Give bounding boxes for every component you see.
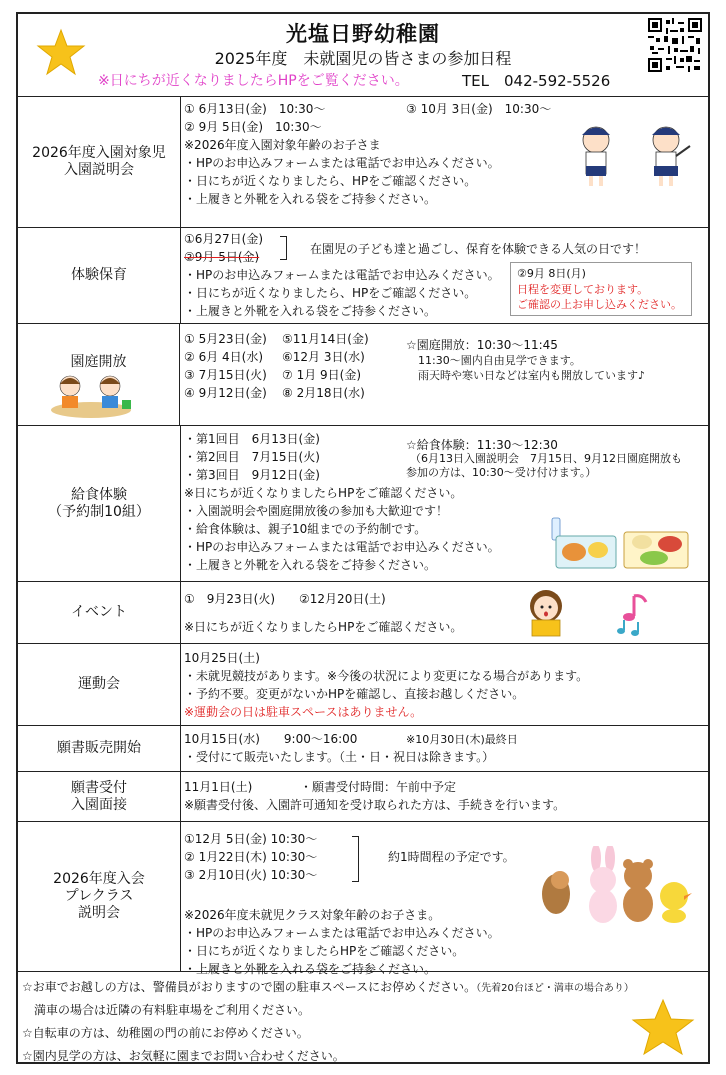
date-item: ・第2回目 7月15日(火) xyxy=(184,450,320,464)
note-text: ・上履きと外靴を入れる袋をご持参ください。 xyxy=(184,192,437,206)
label-line: 2026年度入園対象児 xyxy=(32,144,166,161)
note-text: ・給食体験は、親子10組までの予約制です。 xyxy=(184,522,427,536)
row-content xyxy=(184,582,708,643)
note-text: ※2026年度入園対象年齢のお子さま xyxy=(184,138,381,152)
note-text: ・上履きと外靴を入れる袋をご持参ください。 xyxy=(184,304,437,318)
schedule-change-box xyxy=(510,262,692,316)
telephone: TEL 042-592-5526 xyxy=(462,72,611,90)
row-sports-day xyxy=(18,644,708,726)
page-subtitle: 2025年度 未就園児の皆さまの参加日程 xyxy=(214,49,512,68)
note-text: ※2026年度未就児クラス対象年齢のお子さま。 xyxy=(184,908,441,922)
row-admission-briefing xyxy=(18,96,708,228)
music-note-icon xyxy=(614,590,654,636)
date-item: 10月15日(水) 9:00～16:00 xyxy=(184,732,358,746)
date-item: ② 9月 5日(金) 10:30～ xyxy=(184,120,322,134)
row-application-sales xyxy=(18,726,708,772)
label-line: 給食体験 xyxy=(71,486,127,503)
note-text: ・HPのお申込みフォームまたは電話でお申込みください。 xyxy=(184,156,500,170)
note-text: ※10月30日(木)最終日 xyxy=(406,733,518,746)
date-item: ⑤11月14日(金) xyxy=(282,332,369,346)
change-notice: 日程を変更しております。 xyxy=(517,283,649,296)
parking-note: ☆お車でお越しの方は、警備員がおりますので園の駐車スペースにお停めください。 xyxy=(22,980,477,994)
school-lunch-illustration xyxy=(550,514,692,570)
row-content xyxy=(184,772,708,821)
date-item: ① 6月13日(金) 10:30～ xyxy=(184,102,326,116)
date-item: 10月25日(土) xyxy=(184,651,260,665)
date-item: ② 6月 4日(水) xyxy=(184,350,264,364)
row-content xyxy=(184,228,708,323)
row-content xyxy=(184,324,708,425)
uniform-children-illustration xyxy=(568,120,698,190)
note-text: ☆給食体験：11:30～12:30 xyxy=(406,438,558,452)
date-item: ⑧ 2月18日(水) xyxy=(282,386,365,400)
note-text: ・受付にて販売いたします。（土・日・祝日は除きます。） xyxy=(184,750,495,764)
animal-friends-illustration xyxy=(534,846,694,926)
row-label xyxy=(18,822,181,971)
header xyxy=(18,14,708,97)
girl-reading-illustration xyxy=(518,586,574,638)
sandbox-children-illustration xyxy=(48,372,134,418)
note-text: ・入園説明会や園庭開放後の参加も大歓迎です！ xyxy=(184,504,449,518)
warning-text: ※運動会の日は駐車スペースはありません。 xyxy=(184,705,423,719)
note-text: 在園児の子ども達と過ごし、保育を体験できる人気の日です！ xyxy=(310,242,647,256)
date-item: 11月1日(土) xyxy=(184,780,253,794)
row-content xyxy=(184,822,708,976)
label-line: （予約制10組） xyxy=(48,503,150,520)
row-label: イベント xyxy=(18,582,181,643)
row-event xyxy=(18,582,708,644)
date-item: ①6月27日(金) xyxy=(184,232,264,246)
hp-notice: ※日にちが近くなりましたらHPをご覧ください。 xyxy=(98,73,409,89)
date-item: ④ 9月12日(金) xyxy=(184,386,267,400)
row-trial-childcare xyxy=(18,228,708,324)
note-text: 11:30～園内自由見学できます。 xyxy=(418,354,581,367)
note-text: ・日にちが近くなりましたら、HPをご確認ください。 xyxy=(184,286,477,300)
note-text: ・未就児競技があります。※今後の状況により変更になる場合があります。 xyxy=(184,669,589,683)
label-line: プレクラス xyxy=(64,888,134,904)
label-line: 願書受付 xyxy=(71,779,127,796)
cancelled-date-item: ②9月 5日(金) xyxy=(184,250,260,264)
note-text: ・HPのお申込みフォームまたは電話でお申込みください。 xyxy=(184,268,500,282)
changed-date: ②9月 8日(月) xyxy=(517,267,586,280)
row-content xyxy=(184,96,708,227)
row-label: 願書販売開始 xyxy=(18,726,181,771)
footer-line: ☆自転車の方は、幼稚園の門の前にお停めください。 xyxy=(22,1026,309,1040)
date-item: ① 5月23日(金) xyxy=(184,332,267,346)
footer-notes xyxy=(18,972,708,1064)
note-text: ・HPのお申込みフォームまたは電話でお申込みください。 xyxy=(184,540,500,554)
row-label: 運動会 xyxy=(18,644,181,725)
note-text: ※願書受付後、入園許可通知を受け取られた方は、手続きを行います。 xyxy=(184,798,566,812)
date-item: ⑦ 1月 9日(金) xyxy=(282,368,362,382)
row-application-interview xyxy=(18,772,708,822)
star-icon xyxy=(630,998,696,1056)
row-label xyxy=(18,772,181,821)
note-text: ☆園庭開放：10:30～11:45 xyxy=(406,338,558,352)
label-line: 説明会 xyxy=(78,905,120,921)
date-item: ・第3回目 9月12日(金) xyxy=(184,468,320,482)
bracket xyxy=(352,836,359,882)
date-item: ① 9月23日(火) ②12月20日(土) xyxy=(184,592,386,606)
change-notice: ご確認の上お申し込みください。 xyxy=(517,298,682,311)
note-text: ※日にちが近くなりましたらHPをご確認ください。 xyxy=(184,486,463,500)
date-item: ①12月 5日(金) 10:30～ xyxy=(184,832,318,846)
label-line: 園庭開放 xyxy=(70,354,127,370)
row-label xyxy=(18,96,181,227)
row-preclass-briefing xyxy=(18,822,708,976)
row-content xyxy=(184,726,708,771)
note-text: 雨天時や寒い日などは室内も開放しています♪ xyxy=(418,369,646,382)
note-text: 参加の方は、10:30～受け付けます。） xyxy=(406,466,597,479)
note-text: ・上履きと外靴を入れる袋をご持参ください。 xyxy=(184,558,437,572)
row-lunch-experience xyxy=(18,426,708,582)
date-item: ・第1回目 6月13日(金) xyxy=(184,432,320,446)
schedule-frame xyxy=(16,12,710,1064)
date-item: ③ 2月10日(火) 10:30～ xyxy=(184,868,318,882)
note-text: ・願書受付時間：午前中予定 xyxy=(300,780,457,794)
row-garden-open xyxy=(18,324,708,426)
footer-line: ☆園内見学の方は、お気軽に園までお問い合わせください。 xyxy=(22,1049,345,1063)
note-text: 約1時間程の予定です。 xyxy=(388,850,515,864)
label-line: 入園説明会 xyxy=(64,161,134,178)
row-content xyxy=(184,644,708,725)
row-label: 体験保育 xyxy=(18,228,181,323)
date-item: ⑥12月 3日(水) xyxy=(282,350,365,364)
note-text: ※日にちが近くなりましたらHPをご確認ください。 xyxy=(184,620,463,634)
note-text: ・日にちが近くなりましたら、HPをご確認ください。 xyxy=(184,174,477,188)
date-item: ② 1月22日(木) 10:30～ xyxy=(184,850,318,864)
note-text: ・予約不要。変更がないかHPを確認し、直接お越しください。 xyxy=(184,687,525,701)
note-text: ・上履きと外靴を入れる袋をご持参ください。 xyxy=(184,962,437,976)
footer-line: 満車の場合は近隣の有料駐車場をご利用ください。 xyxy=(34,1003,311,1017)
footer-line xyxy=(22,978,634,995)
note-text: ・HPのお申込みフォームまたは電話でお申込みください。 xyxy=(184,926,500,940)
label-line: 2026年度入会 xyxy=(53,871,145,887)
bracket xyxy=(280,236,287,260)
note-text: ・日にちが近くなりましたらHPをご確認ください。 xyxy=(184,944,465,958)
row-label xyxy=(18,426,181,581)
qr-code-icon[interactable] xyxy=(648,18,702,72)
page-title: 光塩日野幼稚園 xyxy=(286,22,440,46)
label-line: 入園面接 xyxy=(71,796,127,813)
row-content xyxy=(184,426,708,581)
date-item: ③ 10月 3日(金) 10:30～ xyxy=(406,102,552,116)
parking-capacity-note: （先着20台ほど・満車の場合あり） xyxy=(476,983,634,994)
date-item: ③ 7月15日(火) xyxy=(184,368,267,382)
note-text: （6月13日入園説明会 7月15日、9月12日園庭開放も xyxy=(410,452,682,465)
